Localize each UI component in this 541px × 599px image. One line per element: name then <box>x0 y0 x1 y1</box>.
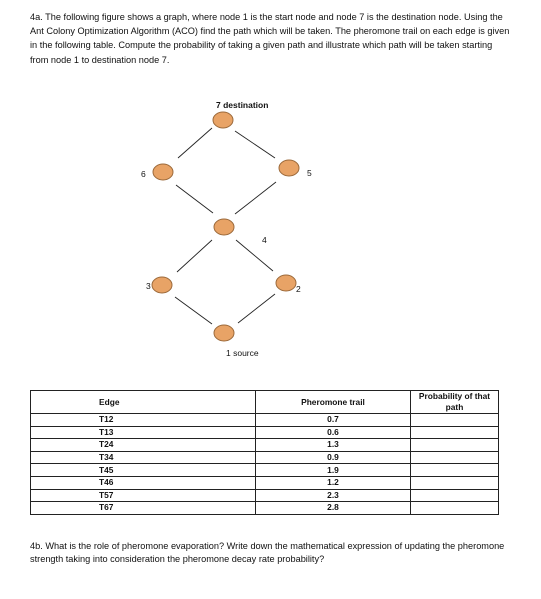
node-1 <box>214 325 234 341</box>
cell-probability <box>411 476 499 489</box>
node-label-5: 5 <box>307 168 312 178</box>
cell-trail: 1.3 <box>256 439 411 452</box>
edge-5-4 <box>235 182 276 214</box>
cell-probability <box>411 502 499 515</box>
table-row <box>31 502 499 515</box>
cell-edge: T34 <box>31 451 256 464</box>
edge-2-1 <box>238 294 275 323</box>
destination-label: 7 destination <box>216 100 269 110</box>
node-label-4: 4 <box>262 235 267 245</box>
edge-6-7 <box>178 128 212 158</box>
cell-probability <box>411 414 499 427</box>
question-4a-text: 4a. The following figure shows a graph, where node 1 is the start node and node 7 is the destination node. Using the Ant Colony Optimization Algorithm (ACO) find the path which will be taken. The pheromone trail on each edge is given in the following table. Compute the probability of taking a given path and illustrate which path will be taken starting from node 1 to destination node 7. <box>30 12 510 65</box>
cell-trail: 0.6 <box>256 426 411 439</box>
node-4 <box>214 219 234 235</box>
node-5 <box>279 160 299 176</box>
cell-edge: T13 <box>31 426 256 439</box>
cell-probability <box>411 489 499 502</box>
table-header-row <box>31 391 499 414</box>
table-row <box>31 439 499 452</box>
cell-probability <box>411 426 499 439</box>
table-row <box>31 489 499 502</box>
node-2 <box>276 275 296 291</box>
node-label-6: 6 <box>141 169 146 179</box>
table-row <box>31 451 499 464</box>
cell-probability <box>411 439 499 452</box>
table-row <box>31 426 499 439</box>
cell-trail: 1.9 <box>256 464 411 477</box>
cell-edge: T57 <box>31 489 256 502</box>
edge-3-1 <box>175 297 212 324</box>
cell-edge: T45 <box>31 464 256 477</box>
header-edge: Edge <box>31 391 256 414</box>
cell-edge: T46 <box>31 476 256 489</box>
node-3 <box>152 277 172 293</box>
edge-4-2 <box>236 240 273 271</box>
header-probability: Probability of that path <box>411 391 499 414</box>
question-4b-text: 4b. What is the role of pheromone evaporation? Write down the mathematical expression of updating the pheromone strength taking into consideration the pheromone decay rate probability? <box>30 541 505 564</box>
cell-edge: T24 <box>31 439 256 452</box>
cell-probability <box>411 464 499 477</box>
table-row <box>31 476 499 489</box>
pheromone-table <box>30 390 499 515</box>
edge-6-4 <box>176 185 213 213</box>
cell-trail: 2.8 <box>256 502 411 515</box>
node-label-3: 3 <box>146 281 151 291</box>
edge-3-4 <box>177 240 212 272</box>
header-pheromone-trail: Pheromone trail <box>256 391 411 414</box>
node-label-2: 2 <box>296 284 301 294</box>
cell-edge: T67 <box>31 502 256 515</box>
table-row <box>31 464 499 477</box>
cell-trail: 1.2 <box>256 476 411 489</box>
node-7 <box>213 112 233 128</box>
cell-probability <box>411 451 499 464</box>
source-label: 1 source <box>226 348 259 358</box>
cell-trail: 0.9 <box>256 451 411 464</box>
cell-trail: 0.7 <box>256 414 411 427</box>
edge-7-5 <box>235 131 275 158</box>
node-6 <box>153 164 173 180</box>
cell-edge: T12 <box>31 414 256 427</box>
cell-trail: 2.3 <box>256 489 411 502</box>
table-row <box>31 414 499 427</box>
